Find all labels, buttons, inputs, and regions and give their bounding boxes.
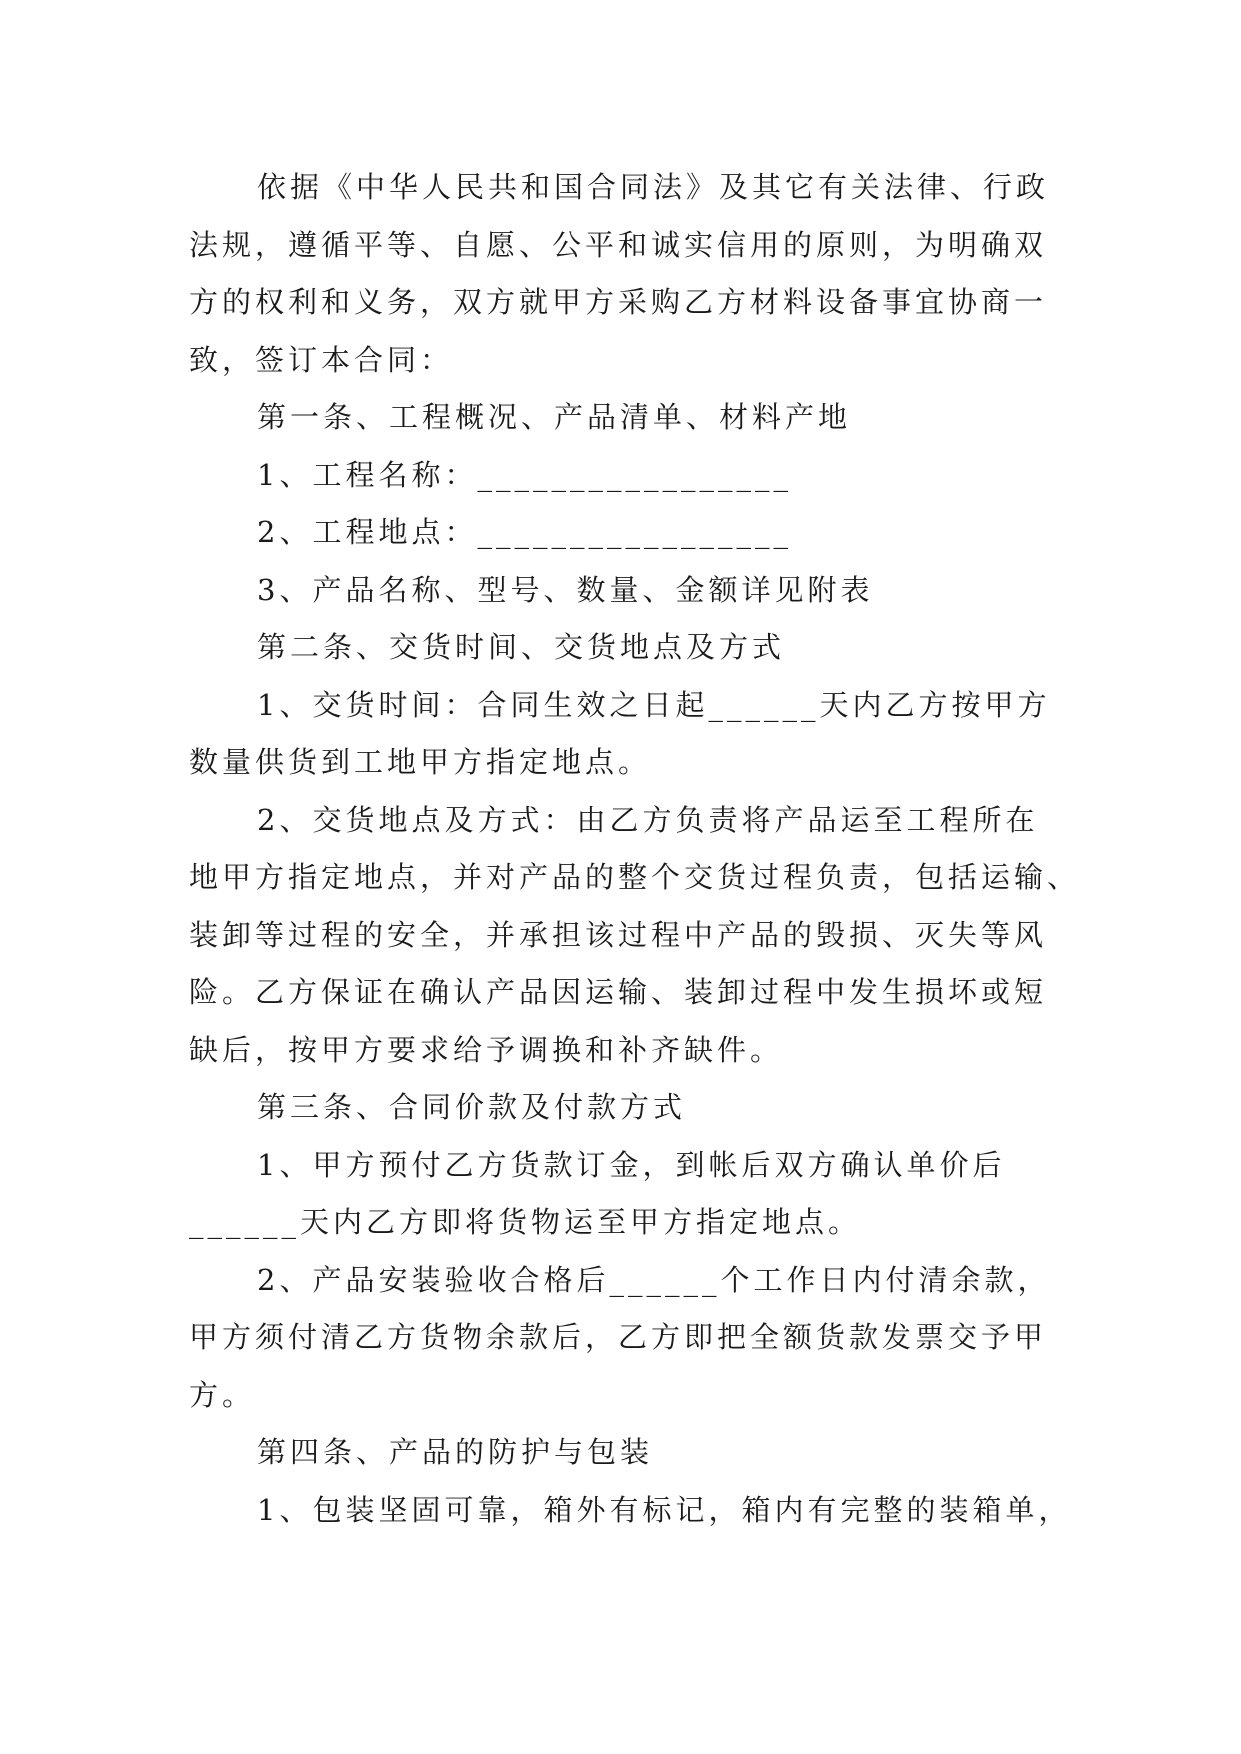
paragraph-line: 方。 bbox=[189, 1377, 256, 1412]
paragraph-line: 险。乙方保证在确认产品因运输、装卸过程中发生损坏或短 bbox=[189, 975, 1048, 1009]
paragraph-line: 甲方须付清乙方货物余款后，乙方即把全额货款发票交予甲 bbox=[189, 1320, 1048, 1354]
paragraph-line: 3、产品名称、型号、数量、金额详见附表 bbox=[257, 572, 874, 607]
paragraph-line: 2、交货地点及方式：由乙方负责将产品运至工程所在 bbox=[257, 802, 1039, 837]
paragraph-line: 数量供货到工地甲方指定地点。 bbox=[189, 745, 652, 779]
paragraph-line: 1、甲方预付乙方货款订金，到帐后双方确认单价后 bbox=[257, 1147, 1006, 1182]
paragraph-line: 缺后，按甲方要求给予调换和补齐缺件。 bbox=[189, 1032, 784, 1067]
section-heading: 第二条、交货时间、交货地点及方式 bbox=[257, 630, 786, 664]
paragraph-line: 装卸等过程的安全，并承担该过程中产品的毁损、灭失等风 bbox=[189, 917, 1048, 952]
section-heading: 第一条、工程概况、产品清单、材料产地 bbox=[257, 400, 852, 434]
section-heading: 第三条、合同价款及付款方式 bbox=[257, 1090, 687, 1124]
paragraph-line: 致，签订本合同： bbox=[189, 342, 454, 377]
paragraph-line: 依据《中华人民共和国合同法》及其它有关法律、行政 bbox=[257, 170, 1050, 204]
document-body bbox=[189, 159, 1081, 1539]
paragraph-line: 2、工程地点：_________________ bbox=[257, 515, 792, 549]
paragraph-line: 法规，遵循平等、自愿、公平和诚实信用的原则，为明确双 bbox=[189, 227, 1048, 262]
paragraph-line: ______天内乙方即将货物运至甲方指定地点。 bbox=[189, 1205, 862, 1239]
paragraph-line: 地甲方指定地点，并对产品的整个交货过程负责，包括运输、 bbox=[189, 860, 1081, 894]
paragraph-line: 方的权利和义务，双方就甲方采购乙方材料设备事宜协商一 bbox=[189, 285, 1048, 319]
paragraph-line: 1、交货时间：合同生效之日起______天内乙方按甲方 bbox=[257, 687, 1051, 722]
paragraph-line: 1、工程名称：_________________ bbox=[257, 457, 792, 492]
paragraph-line: 1、包装坚固可靠，箱外有标记，箱内有完整的装箱单， bbox=[257, 1492, 1072, 1527]
paragraph-line: 2、产品安装验收合格后______个工作日内付清余款， bbox=[257, 1262, 1051, 1297]
section-heading: 第四条、产品的防护与包装 bbox=[257, 1435, 654, 1469]
